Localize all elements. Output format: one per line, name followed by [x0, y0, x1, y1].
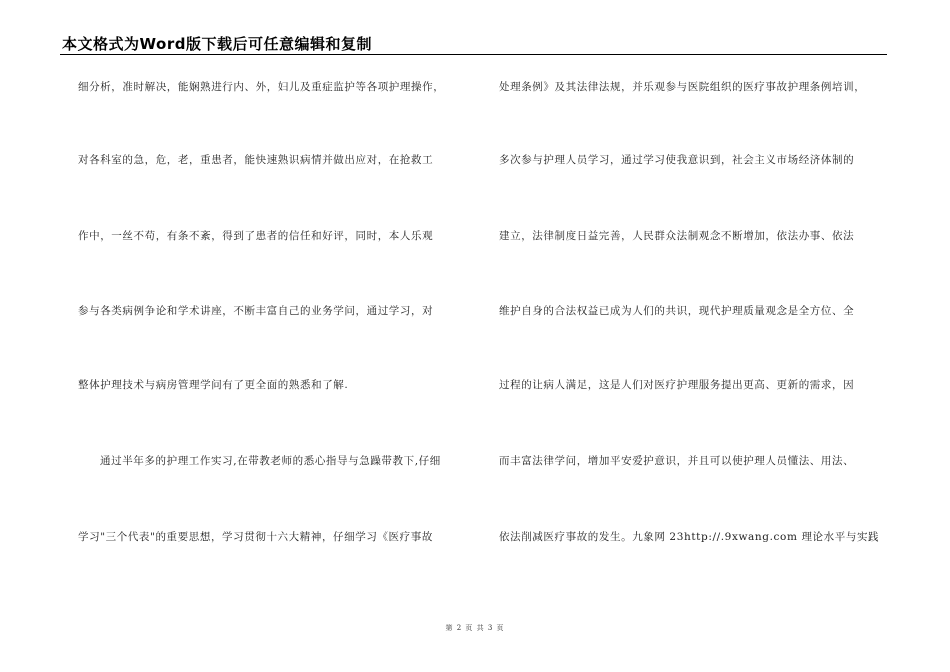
right-text-line: 而丰富法律学问，增加平安爱护意识，并且可以使护理人员懂法、用法、 — [499, 455, 855, 467]
left-text-line: 学习"三个代表"的重要思想，学习贯彻十六大精神，仔细学习《医疗事故 — [78, 531, 433, 543]
left-text-line: 细分析，准时解决，能娴熟进行内、外，妇儿及重症监护等各项护理操作， — [78, 81, 445, 93]
right-text-line: 过程的让病人满足，这是人们对医疗护理服务提出更高、更新的需求，因 — [499, 379, 855, 391]
right-text-line: 建立，法律制度日益完善，人民群众法制观念不断增加，依法办事、依法 — [499, 230, 855, 242]
left-text-line: 参与各类病例争论和学术讲座，不断丰富自己的业务学问，通过学习，对 — [78, 305, 434, 317]
right-text-line: 处理条例》及其法律法规，并乐观参与医院组织的医疗事故护理条例培训， — [499, 81, 866, 93]
left-text-line: 整体护理技术与病房管理学问有了更全面的熟悉和了解. — [78, 379, 349, 391]
right-text-line: 维护自身的合法权益已成为人们的共识，现代护理质量观念是全方位、全 — [499, 305, 855, 317]
header-divider — [60, 54, 887, 55]
left-text-line: 作中，一丝不苟，有条不紊，得到了患者的信任和好评，同时，本人乐观 — [78, 230, 434, 242]
header-title: 本文格式为Word版下载后可任意编辑和复制 — [62, 35, 372, 53]
right-text-line: 多次参与护理人员学习，通过学习使我意识到，社会主义市场经济体制的 — [499, 154, 855, 166]
right-text-line: 依法削减医疗事故的发生。九象网 23http://.9xwang.com 理论水平与实践 — [499, 531, 880, 543]
left-text-line: 对各科室的急，危，老，重患者，能快速熟识病情并做出应对，在抢救工 — [78, 154, 434, 166]
left-text-line-indented: 通过半年多的护理工作实习,在带教老师的悉心指导与急躁带教下,仔细 — [100, 455, 441, 467]
page-number: 第 2 页 共 3 页 — [445, 624, 505, 632]
